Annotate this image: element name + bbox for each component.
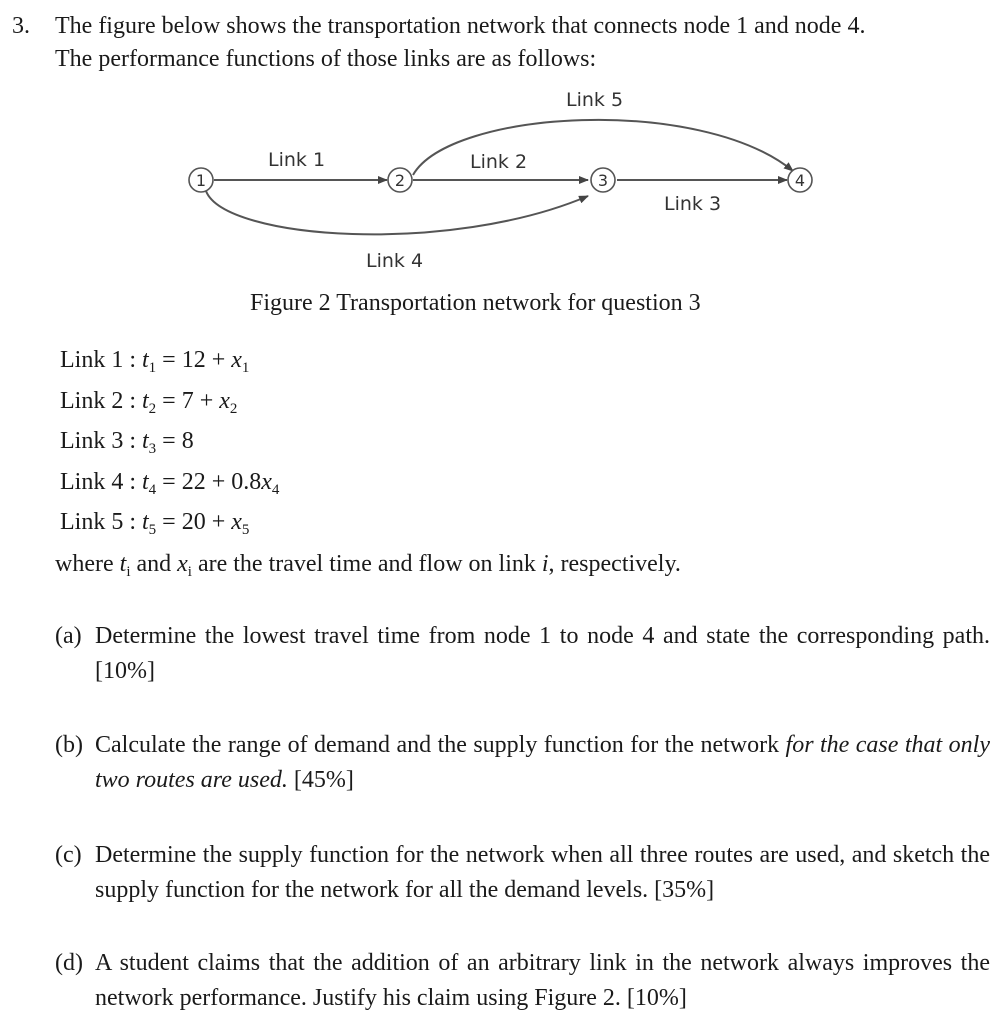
part-d [55,946,990,1016]
where-statement: where $t_i$ and $x_i$ are the travel time and flow on link i, respectively. [55,551,681,580]
function-link-1: Link 1 : $t_1 = 12 + x_1$ [60,347,250,376]
part-b [55,728,990,798]
node-2-label: 2 [394,171,406,190]
node-3 [591,168,615,192]
node-1-label: 1 [195,171,207,190]
link-4-label: Link 4 [366,250,424,272]
node-1 [189,168,213,192]
part-c [55,838,990,908]
part-a-text: Determine the lowest travel time from node 1 to node 4 and state the corresponding path. [10%] [95,623,990,684]
function-link-5: Link 5 : $t_5 = 20 + x_5$ [60,509,250,538]
link-1-label: Link 1 [268,149,326,171]
part-a [55,619,990,689]
link-4-edge [206,191,588,234]
figure-caption: Figure 2 Transportation network for question 3 [250,290,701,316]
node-2 [388,168,412,192]
question-intro-line-1: The figure below shows the transportation network that connects node 1 and node 4. [55,13,866,39]
question-number: 3. [12,13,30,39]
part-b-text: Calculate the range of demand and the supply function for the network for the case that only two routes are used. [45%] [95,732,990,793]
part-c-text: Determine the supply function for the network when all three routes are used, and sketch the supply function for the network for all the demand levels. [35%] [95,842,990,903]
link-5-label: Link 5 [566,89,624,111]
link-2-label: Link 2 [470,151,528,173]
node-4-label: 4 [794,171,806,190]
function-link-4: Link 4 : $t_4 = 22 + 0.8x_4$ [60,469,280,498]
function-link-3: Link 3 : $t_3 = 8$ [60,428,194,457]
node-3-label: 3 [597,171,609,190]
function-link-2: Link 2 : $t_2 = 7 + x_2$ [60,388,238,417]
question-intro-line-2: The performance functions of those links are as follows: [55,46,597,72]
network-figure [0,80,1007,280]
link-3-label: Link 3 [664,193,722,215]
part-d-tag: (d) [55,950,83,976]
node-4 [788,168,812,192]
part-a-tag: (a) [55,623,82,649]
part-c-tag: (c) [55,842,82,868]
part-b-tag: (b) [55,732,83,758]
part-d-text: A student claims that the addition of an arbitrary link in the network always improves the network performance. Justify his claim using Figure 2. [10%] [95,950,990,1011]
